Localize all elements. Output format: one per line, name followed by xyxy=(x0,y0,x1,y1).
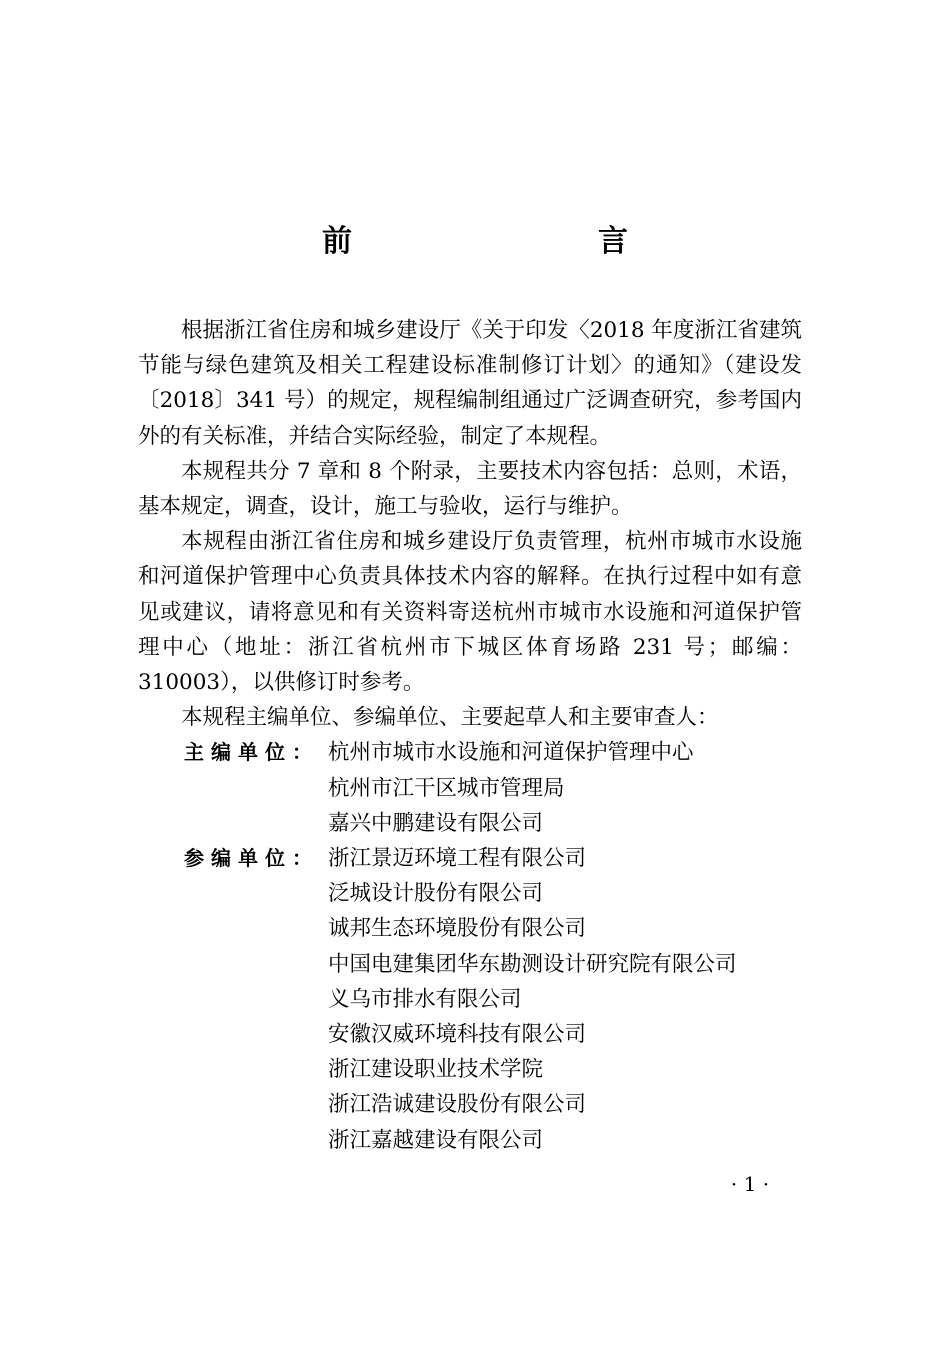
list-item: 浙江景迈环境工程有限公司 xyxy=(328,846,587,872)
list-item: 中国电建集团华东勘测设计研究院有限公司 xyxy=(328,951,737,977)
units-section xyxy=(138,735,802,1157)
list-item: 泛城设计股份有限公司 xyxy=(328,881,544,907)
list-item: 杭州市江干区城市管理局 xyxy=(328,775,565,801)
list-item: 诚邦生态环境股份有限公司 xyxy=(328,916,587,942)
chief-units-group xyxy=(138,735,802,841)
list-item: 浙江嘉越建设有限公司 xyxy=(328,1127,544,1153)
paragraph-management: 本规程由浙江省住房和城乡建设厅负责管理，杭州市城市水设施和河道保护管理中心负责具体技术内容的解释。在执行过程中如有意见或建议，请将意见和有关资料寄送杭州市城市水设施和河道保护管理中心（地址：浙江省杭州市下城区体育场路 231 号；邮编：310003），以供修订时参考。 xyxy=(138,529,802,696)
participating-units-list xyxy=(328,841,737,1158)
chief-units-list xyxy=(328,735,694,841)
participating-units-label: 参编单位 xyxy=(184,846,292,871)
chief-units-label: 主编单位 xyxy=(184,740,292,765)
participating-units-colon: ： xyxy=(292,846,312,871)
participating-units-label-wrap xyxy=(138,841,328,876)
list-item: 义乌市排水有限公司 xyxy=(328,986,522,1012)
list-item: 安徽汉威环境科技有限公司 xyxy=(328,1022,587,1048)
chief-units-label-wrap xyxy=(138,735,328,770)
list-item: 杭州市城市水设施和河道保护管理中心 xyxy=(328,740,694,766)
list-item: 嘉兴中鹏建设有限公司 xyxy=(328,810,544,836)
paragraph-contents: 本规程共分 7 章和 8 个附录，主要技术内容包括：总则，术语，基本规定，调查，设计，施工与验收，运行与维护。 xyxy=(138,458,802,520)
chief-units-colon: ： xyxy=(292,740,312,765)
page-title: 前 言 xyxy=(322,224,690,260)
list-item: 浙江浩诚建设股份有限公司 xyxy=(328,1092,587,1118)
page-number: · 1 · xyxy=(730,1172,770,1196)
preface-body xyxy=(138,313,802,1158)
paragraph-basis: 根据浙江省住房和城乡建设厅《关于印发〈2018 年度浙江省建筑节能与绿色建筑及相关工程建设标准制修订计划〉的通知》（建设发〔2018〕341 号）的规定，规程编制组通过广泛调查研究，参考国内外的有关标准，并结合实际经验，制定了本规程。 xyxy=(138,318,802,449)
paragraph-units-intro: 本规程主编单位、参编单位、主要起草人和主要审查人： xyxy=(181,705,719,731)
list-item: 浙江建设职业技术学院 xyxy=(328,1057,544,1083)
participating-units-group xyxy=(138,841,802,1158)
